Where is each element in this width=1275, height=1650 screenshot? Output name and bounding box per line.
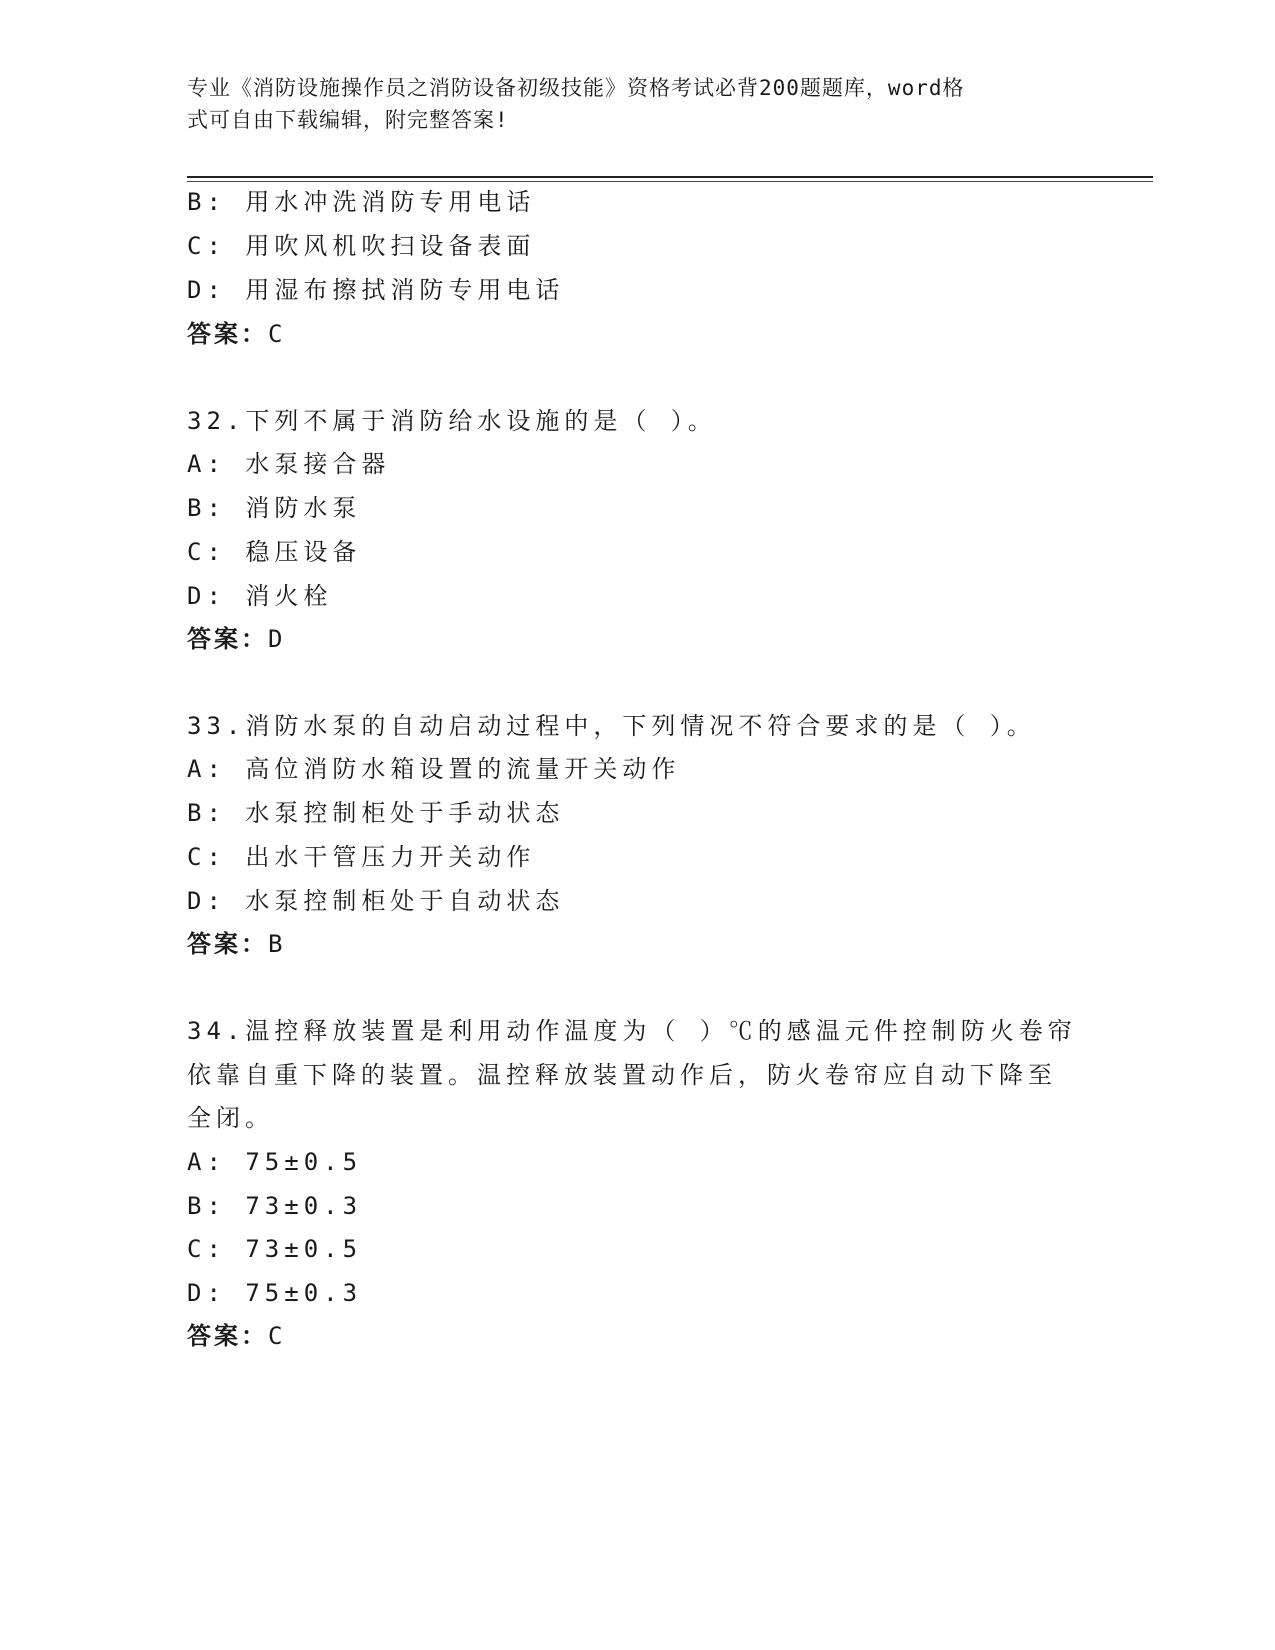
- q33-stem: 33.消防水泵的自动启动过程中，下列情况不符合要求的是（ ）。: [187, 712, 1036, 740]
- q34-stem-line-3: 全闭。: [187, 1104, 274, 1132]
- q32-option-a: A: 水泵接合器: [187, 450, 391, 478]
- q33-option-d: D: 水泵控制柜处于自动状态: [187, 887, 565, 915]
- header-line-2: 式可自由下载编辑，附完整答案!: [187, 108, 509, 132]
- q32-option-c: C: 稳压设备: [187, 538, 362, 566]
- answer-label: 答案：: [187, 930, 268, 958]
- answer-label: 答案：: [187, 320, 268, 348]
- q33-answer: [187, 928, 284, 960]
- answer-value: C: [268, 1322, 285, 1350]
- prev-option-c: C: 用吹风机吹扫设备表面: [187, 232, 536, 260]
- q34-stem-line-1: 34.温控释放装置是利用动作温度为（ ）℃的感温元件控制防火卷帘: [187, 1017, 1077, 1045]
- header-divider-thick: [187, 176, 1153, 178]
- q32-stem: 32.下列不属于消防给水设施的是（ ）。: [187, 407, 717, 435]
- answer-label: 答案：: [187, 625, 268, 653]
- q34-option-a: A: 75±0.5: [187, 1148, 363, 1176]
- q34-stem-line-2: 依靠自重下降的装置。温控释放装置动作后，防火卷帘应自动下降至: [187, 1061, 1057, 1089]
- prev-option-d: D: 用湿布擦拭消防专用电话: [187, 276, 565, 304]
- q34-option-d: D: 75±0.3: [187, 1279, 363, 1307]
- answer-label: 答案：: [187, 1322, 268, 1350]
- q33-option-c: C: 出水干管压力开关动作: [187, 843, 536, 871]
- q32-option-b: B: 消防水泵: [187, 494, 362, 522]
- answer-value: D: [268, 625, 285, 653]
- document-header: [187, 72, 1067, 136]
- q33-option-a: A: 高位消防水箱设置的流量开关动作: [187, 755, 681, 783]
- q33-option-b: B: 水泵控制柜处于手动状态: [187, 799, 565, 827]
- q34-option-c: C: 73±0.5: [187, 1235, 363, 1263]
- q32-option-d: D: 消火栓: [187, 582, 333, 610]
- answer-value: C: [268, 320, 285, 348]
- prev-option-b: B: 用水冲洗消防专用电话: [187, 188, 536, 216]
- prev-answer: [187, 318, 284, 350]
- q34-option-b: B: 73±0.3: [187, 1192, 363, 1220]
- q32-answer: [187, 623, 284, 655]
- q34-answer: [187, 1320, 284, 1352]
- header-divider-thin: [187, 181, 1153, 182]
- header-line-1: 专业《消防设施操作员之消防设备初级技能》资格考试必背200题题库，word格: [187, 76, 965, 100]
- answer-value: B: [268, 930, 285, 958]
